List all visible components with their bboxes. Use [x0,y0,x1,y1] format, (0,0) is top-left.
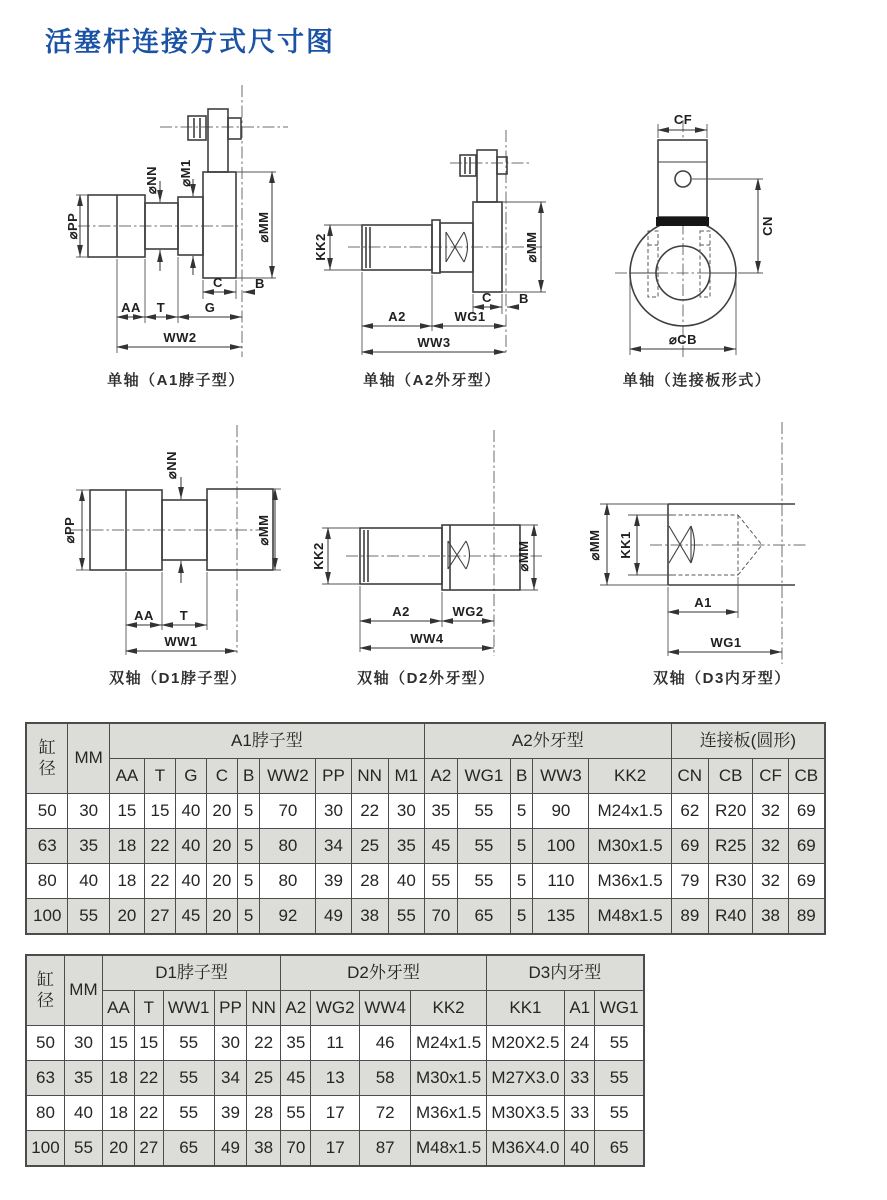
figure-d1-neck-type [55,425,305,662]
table-cell: 35 [68,829,109,864]
table-cell: R30 [708,864,753,899]
table-cell: 45 [424,829,457,864]
figure-a2-thread-type [310,130,570,363]
th-col: CB [788,759,825,794]
dim-label-kk2: KK2 [311,542,326,570]
table-cell: 22 [135,1096,163,1131]
table-cell: 65 [457,899,510,935]
th-col: WW4 [359,991,410,1026]
table-cell: M20X2.5 [486,1026,564,1061]
th-group: D3内牙型 [486,955,644,991]
table-cell: M27X3.0 [486,1061,564,1096]
th-col: A2 [281,991,311,1026]
header-row-columns [26,991,644,1026]
dim-label-mm: ⌀MM [256,211,271,243]
dim-label-nn: ⌀NN [144,165,159,195]
dim-label-ww4: WW4 [410,631,444,646]
table-cell: 18 [102,1096,134,1131]
table-cell: 55 [595,1026,644,1061]
th-col: PP [316,759,351,794]
th-group: D2外牙型 [281,955,487,991]
table-cell: 5 [510,864,533,899]
figure-d3-drawing [580,422,870,670]
table-cell: M24x1.5 [411,1026,486,1061]
table-cell: 40 [64,1096,102,1131]
figure-d1-drawing [55,425,305,657]
table-cell: 17 [311,1131,360,1167]
pin-hole [675,171,691,187]
table-cell: 22 [135,1061,163,1096]
table-cell: 32 [753,794,788,829]
table-cell: M36X4.0 [486,1131,564,1167]
figure-caption-a1: 单轴（A1脖子型） [107,372,245,389]
table-cell: M48x1.5 [411,1131,486,1167]
dimension-table-single-shaft [25,722,826,935]
table-cell: 55 [64,1131,102,1167]
table-cell: 17 [311,1096,360,1131]
dim-label-c: C [482,290,492,305]
table-cell: 40 [175,794,206,829]
th-col: T [144,759,175,794]
table-cell: 18 [109,829,144,864]
th-group: A1脖子型 [109,723,424,759]
table-cell: 70 [260,794,316,829]
th-col: WW2 [260,759,316,794]
table-cell: 39 [316,864,351,899]
table-cell: 28 [351,864,388,899]
table-cell: 55 [595,1061,644,1096]
table-cell: 87 [359,1131,410,1167]
th-group: A2外牙型 [424,723,671,759]
table-cell: 49 [214,1131,246,1167]
th-col: WW1 [163,991,214,1026]
dimension-lines [328,525,534,648]
table-cell: 55 [163,1061,214,1096]
table-cell: M30x1.5 [589,829,671,864]
table-cell: 5 [237,794,260,829]
table-cell: 63 [26,1061,64,1096]
table-cell: 35 [64,1061,102,1096]
th-col: CN [671,759,708,794]
table-cell: 40 [175,829,206,864]
table-cell: 40 [68,864,109,899]
th-col: KK2 [411,991,486,1026]
dim-label-wg2: WG2 [452,604,484,619]
table-cell: 79 [671,864,708,899]
table-head [26,955,644,1026]
th-col: NN [351,759,388,794]
dim-label-g: G [204,300,216,315]
figure-caption-d2: 双轴（D2外牙型） [357,670,495,687]
th-group: D1脖子型 [102,955,280,991]
table-cell: 55 [424,864,457,899]
figure-a2-drawing [310,130,570,358]
dim-label-cf: CF [673,112,693,127]
dim-label-mm: ⌀MM [587,529,602,561]
table-row [26,1096,644,1131]
th-col: A1 [565,991,595,1026]
table-row [26,864,825,899]
th-col: B [237,759,260,794]
table-cell: 22 [144,864,175,899]
th-col: WG1 [457,759,510,794]
table-cell: 22 [144,829,175,864]
table-cell: 46 [359,1026,410,1061]
th-mm: MM [64,955,102,1026]
th-col: CF [753,759,788,794]
table-cell: 35 [281,1026,311,1061]
table-cell: 69 [671,829,708,864]
dim-label-kk1: KK1 [618,531,633,559]
table-cell: 110 [533,864,589,899]
dim-label-m1: ⌀M1 [178,159,193,187]
table-cell: 27 [135,1131,163,1167]
dim-label-mm: ⌀MM [256,514,271,546]
table-cell: 5 [510,829,533,864]
header-row-columns [26,759,825,794]
table-cell: 55 [68,899,109,935]
table-cell: 49 [316,899,351,935]
clamp-band [656,217,709,226]
table-cell: 35 [424,794,457,829]
table-cell: M36x1.5 [589,864,671,899]
dim-label-wg1: WG1 [454,309,486,324]
table-cell: 40 [175,864,206,899]
table-cell: 5 [237,829,260,864]
figure-d2-thread-type [310,430,570,667]
table-cell: 22 [351,794,388,829]
table-cell: 50 [26,794,68,829]
thread-symbol [448,541,470,569]
dim-label-a2: A2 [392,604,410,619]
dimension-lines [607,504,782,652]
table-cell: M48x1.5 [589,899,671,935]
th-col: A2 [424,759,457,794]
table-cell: 20 [206,794,237,829]
table-cell: 25 [351,829,388,864]
dim-label-c: C [213,275,223,290]
th-col: C [206,759,237,794]
table-cell: 30 [214,1026,246,1061]
table-cell: 32 [753,829,788,864]
bore-label: 缸径 [36,970,54,1010]
table-cell: 34 [316,829,351,864]
table-cell: 15 [109,794,144,829]
table-cell: 39 [214,1096,246,1131]
th-col: NN [247,991,281,1026]
table-cell: 5 [237,864,260,899]
table-row [26,794,825,829]
dim-label-ww3: WW3 [417,335,451,350]
table-cell: R40 [708,899,753,935]
th-col: AA [102,991,134,1026]
table-cell: 11 [311,1026,360,1061]
table-cell: 50 [26,1026,64,1061]
figure-plate-type [595,105,870,367]
figure-plate-drawing [595,105,870,362]
figure-caption-d3: 双轴（D3内牙型） [653,670,791,687]
dimension-lines [80,172,272,347]
table-cell: 69 [788,864,825,899]
table-body [26,1026,644,1167]
table-cell: 33 [565,1096,595,1131]
table-cell: 45 [281,1061,311,1096]
dim-label-pp: ⌀PP [65,212,80,240]
table-cell: 38 [247,1131,281,1167]
table-cell: 15 [135,1026,163,1061]
dim-label-a1: A1 [694,595,712,610]
table-head [26,723,825,794]
table-cell: 89 [788,899,825,935]
dim-label-a2: A2 [388,309,406,324]
table-cell: 55 [457,864,510,899]
th-col: G [175,759,206,794]
table-cell: 80 [26,1096,64,1131]
th-col: AA [109,759,144,794]
dim-label-cb: ⌀CB [668,332,698,347]
table-cell: 55 [457,794,510,829]
table-cell: M30x1.5 [411,1061,486,1096]
dim-label-b: B [519,291,529,306]
table-row [26,829,825,864]
header-row-groups [26,955,644,991]
table-cell: 55 [388,899,424,935]
page-title: 活塞杆连接方式尺寸图 [45,27,335,57]
dim-label-mm: ⌀MM [524,231,539,263]
dim-label-cn: CN [760,216,775,236]
th-col: B [510,759,533,794]
table-cell: 38 [351,899,388,935]
table-cell: 80 [260,829,316,864]
table-cell: 65 [163,1131,214,1167]
table-cell: 89 [671,899,708,935]
table-cell: 18 [102,1061,134,1096]
dim-label-kk2: KK2 [313,233,328,261]
table-cell: 80 [26,864,68,899]
figure-a1-neck-type [60,85,310,368]
th-col: WG1 [595,991,644,1026]
dim-label-nn: ⌀NN [164,450,179,480]
th-col: M1 [388,759,424,794]
th-mm: MM [68,723,109,794]
th-bore [26,955,64,1026]
table-cell: 90 [533,794,589,829]
table-row [26,899,825,935]
table-cell: 62 [671,794,708,829]
th-col: KK1 [486,991,564,1026]
table-cell: 13 [311,1061,360,1096]
table-cell: 34 [214,1061,246,1096]
table-cell: 70 [424,899,457,935]
table-cell: R25 [708,829,753,864]
table-cell: 20 [206,829,237,864]
dim-label-pp: ⌀PP [62,516,77,544]
dim-label-mm: ⌀MM [516,540,531,572]
table-cell: 55 [595,1096,644,1131]
th-col: CB [708,759,753,794]
figure-caption-d1: 双轴（D1脖子型） [109,670,247,687]
th-group: 连接板(圆形) [671,723,825,759]
table-cell: 15 [102,1026,134,1061]
table-cell: 35 [388,829,424,864]
table-cell: M30X3.5 [486,1096,564,1131]
figure-d3-thread-type [580,422,870,675]
th-col: PP [214,991,246,1026]
rod-outline [362,150,507,292]
table-cell: 55 [457,829,510,864]
table-cell: 30 [388,794,424,829]
table-row [26,1026,644,1061]
th-col: KK2 [589,759,671,794]
table-cell: 55 [163,1026,214,1061]
piston-rod-outline [88,109,241,278]
th-col: T [135,991,163,1026]
table-cell: 30 [68,794,109,829]
table-cell: 22 [247,1026,281,1061]
table-cell: 100 [533,829,589,864]
th-col: WG2 [311,991,360,1026]
table-row [26,1061,644,1096]
table-cell: 135 [533,899,589,935]
table-cell: 30 [64,1026,102,1061]
table-cell: 28 [247,1096,281,1131]
dim-label-aa: AA [121,300,141,315]
table-cell: 63 [26,829,68,864]
dim-label-ww2: WW2 [163,330,197,345]
extension-lines [76,489,281,655]
table-cell: 20 [206,864,237,899]
table-cell: M36x1.5 [411,1096,486,1131]
table-cell: 33 [565,1061,595,1096]
table-cell: 69 [788,794,825,829]
dim-label-wg1: WG1 [710,635,742,650]
dim-label-aa: AA [134,608,154,623]
figure-caption-plate: 单轴（连接板形式） [622,372,772,389]
table-cell: 27 [144,899,175,935]
table-cell: 32 [753,864,788,899]
dim-label-t: T [156,300,166,315]
bore-label: 缸径 [38,738,56,778]
table-cell: 69 [788,829,825,864]
table-row [26,1131,644,1167]
table-cell: 5 [510,899,533,935]
dimension-table-double-shaft [25,954,645,1167]
th-bore [26,723,68,794]
table-cell: 20 [102,1131,134,1167]
table-cell: 25 [247,1061,281,1096]
figure-d2-drawing [310,430,570,662]
table-cell: M24x1.5 [589,794,671,829]
table-cell: 30 [316,794,351,829]
table-body [26,794,825,935]
table-cell: 100 [26,899,68,935]
table-cell: 55 [163,1096,214,1131]
extension-lines [324,202,546,355]
dim-label-b: B [255,276,265,291]
table-cell: 100 [26,1131,64,1167]
dim-label-ww1: WW1 [164,634,198,649]
table-cell: 24 [565,1026,595,1061]
table-cell: 18 [109,864,144,899]
rod-outline [360,525,520,590]
table-cell: 58 [359,1061,410,1096]
table-cell: 38 [753,899,788,935]
dim-label-t: T [179,608,189,623]
table-cell: 55 [281,1096,311,1131]
figure-a1-drawing [60,85,310,363]
table-cell: 5 [510,794,533,829]
table-cell: 15 [144,794,175,829]
table-cell: R20 [708,794,753,829]
figure-caption-a2: 单轴（A2外牙型） [363,372,501,389]
table-cell: 5 [237,899,260,935]
dimension-lines [82,477,275,651]
table-cell: 20 [109,899,144,935]
table-cell: 65 [595,1131,644,1167]
table-cell: 80 [260,864,316,899]
table-cell: 45 [175,899,206,935]
table-cell: 72 [359,1096,410,1131]
extension-lines [76,172,276,353]
table-cell: 20 [206,899,237,935]
table-cell: 92 [260,899,316,935]
th-col: WW3 [533,759,589,794]
table-cell: 40 [565,1131,595,1167]
header-row-groups [26,723,825,759]
table-cell: 70 [281,1131,311,1167]
table-cell: 40 [388,864,424,899]
